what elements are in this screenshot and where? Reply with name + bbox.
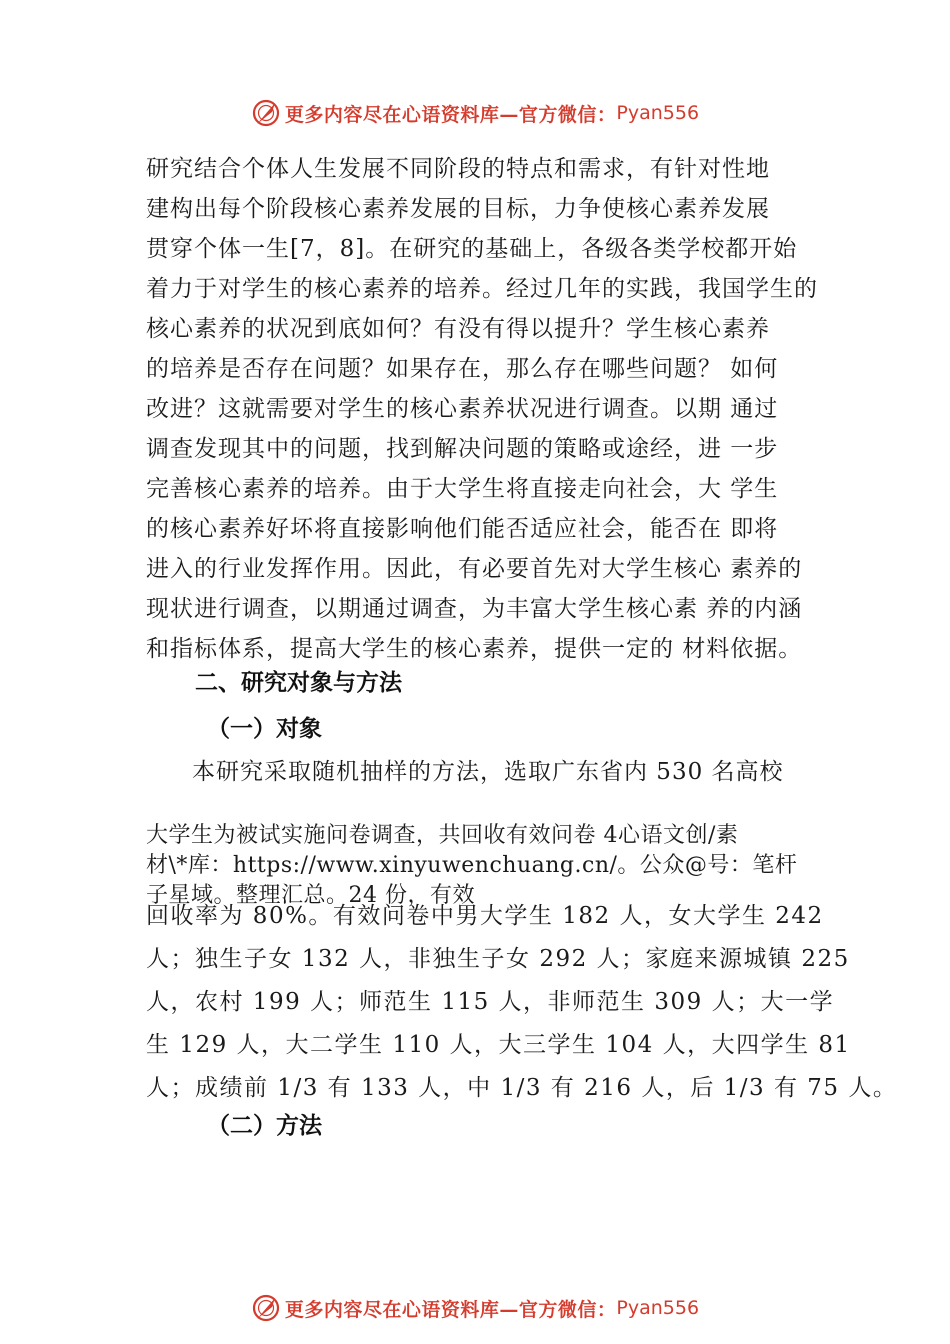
text-line: 着力于对学生的核心素养的培养。经过几年的实践，我国学生的 [146, 276, 818, 302]
watermark-handle: Pyan556 [616, 102, 700, 124]
subsection-heading-subjects: （一）对象 [207, 716, 322, 742]
text-line: 人；成绩前 1/3 有 133 人，中 1/3 有 216 人，后 1/3 有 75 人。 [146, 1075, 898, 1101]
text-line: 建构出每个阶段核心素养发展的目标，力争使核心素养发展 [146, 196, 770, 222]
text-line: 完善核心素养的培养。由于大学生将直接走向社会，大 学生 [146, 476, 779, 502]
text-line: 回收率为 80%。有效问卷中男大学生 182 人，女大学生 242 [146, 903, 824, 929]
section-heading: 二、研究对象与方法 [195, 670, 402, 696]
text-line: 现状进行调查，以期通过调查，为丰富大学生核心素 养的内涵 [146, 596, 803, 622]
quill-seal-icon [251, 1293, 281, 1323]
subsection-heading-methods: （二）方法 [207, 1113, 322, 1139]
watermark-banner-top [0, 93, 950, 133]
text-line: 和指标体系，提高大学生的核心素养，提供一定的 材料依据。 [146, 636, 803, 662]
text-line: 改进？这就需要对学生的核心素养状况进行调查。以期 通过 [146, 396, 779, 422]
text-line: 人，农村 199 人；师范生 115 人，非师范生 309 人；大一学 [146, 989, 835, 1015]
text-line: 的核心素养好坏将直接影响他们能否适应社会，能否在 即将 [146, 516, 779, 542]
text-line: 人；独生子女 132 人，非独生子女 292 人；家庭来源城镇 225 [146, 946, 850, 972]
text-line: 进入的行业发挥作用。因此，有必要首先对大学生核心 素养的 [146, 556, 803, 582]
text-line: 核心素养的状况到底如何？有没有得以提升？学生核心素养 [146, 316, 770, 342]
watermark-banner-bottom [0, 1288, 950, 1328]
text-line: 调查发现其中的问题，找到解决问题的策略或途经，进 一步 [146, 436, 779, 462]
watermark-text: 更多内容尽在心语资料库—官方微信： [284, 103, 617, 126]
text-line: 材\*库：https://www.xinyuwenchuang.cn/。公众@号：笔杆 [146, 853, 798, 878]
watermark-handle: Pyan556 [616, 1297, 700, 1319]
text-line: 本研究采取随机抽样的方法，选取广东省内 530 名高校 [192, 759, 784, 785]
text-line: 大学生为被试实施问卷调查，共回收有效问卷 4心语文创/素 [146, 823, 739, 848]
text-line: 贯穿个体一生[7，8]。在研究的基础上，各级各类学校都开始 [146, 236, 798, 262]
intro-paragraph [146, 149, 836, 669]
watermark-text: 更多内容尽在心语资料库—官方微信： [284, 1298, 617, 1321]
quill-seal-icon [251, 98, 281, 128]
text-line: 的培养是否存在问题？如果存在，那么存在哪些问题？ 如何 [146, 356, 779, 382]
subjects-paragraph-stats [146, 895, 898, 1110]
text-line: 生 129 人，大二学生 110 人，大三学生 104 人，大四学生 81 [146, 1032, 851, 1058]
text-line: 子星域。整理汇总。24 份，有效 [146, 883, 475, 908]
text-line: 研究结合个体人生发展不同阶段的特点和需求，有针对性地 [146, 156, 770, 182]
subjects-paragraph-start [146, 752, 836, 793]
